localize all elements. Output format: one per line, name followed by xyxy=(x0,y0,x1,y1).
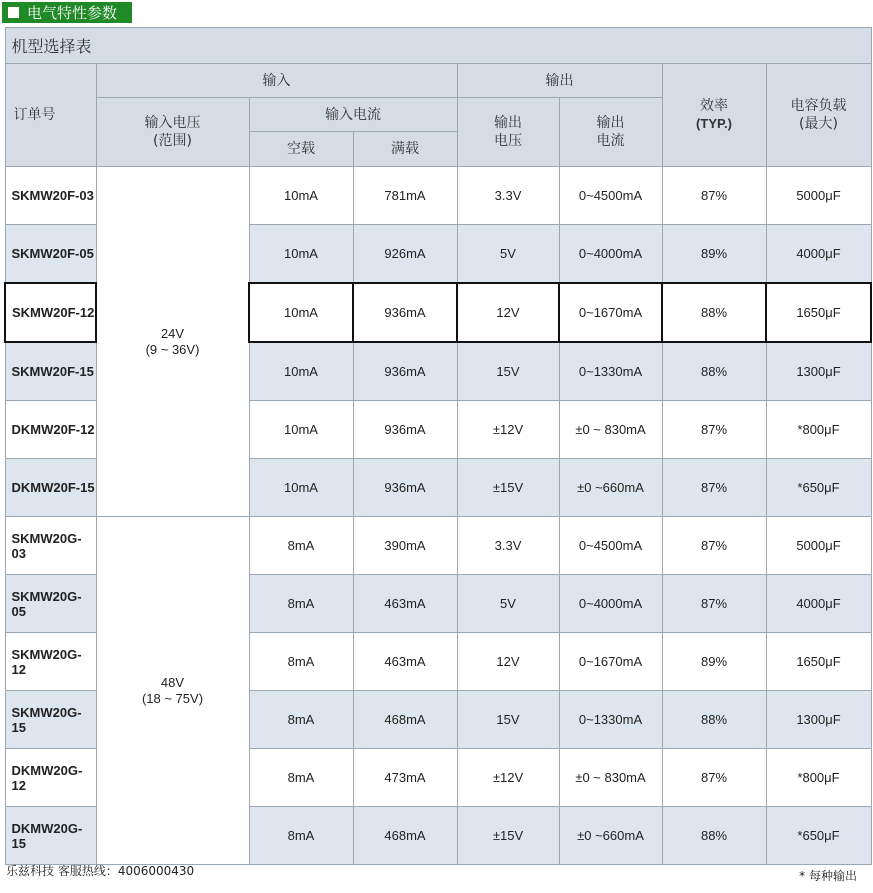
output-current-cell: ±0 ~660mA xyxy=(559,459,662,517)
full-load-cell: 390mA xyxy=(353,517,457,575)
efficiency-cell: 87% xyxy=(662,167,766,225)
capacitive-load-cell: 5000μF xyxy=(766,167,871,225)
output-voltage-cell: 3.3V xyxy=(457,517,559,575)
header-full-load: 满载 xyxy=(353,132,457,167)
square-icon xyxy=(8,7,19,18)
output-current-cell: ±0 ~660mA xyxy=(559,807,662,865)
output-current-cell: 0~1330mA xyxy=(559,342,662,401)
output-voltage-cell: 5V xyxy=(457,225,559,284)
capacitive-load-cell: *650μF xyxy=(766,459,871,517)
input-voltage-range: (9 ~ 36V) xyxy=(145,341,200,357)
header-efficiency-sub: (TYP.) xyxy=(696,116,732,131)
output-voltage-cell: 12V xyxy=(457,283,559,342)
full-load-cell: 781mA xyxy=(353,167,457,225)
no-load-cell: 8mA xyxy=(249,575,353,633)
model-cell: SKMW20G-05 xyxy=(5,575,96,633)
output-current-cell: 0~4000mA xyxy=(559,225,662,284)
model-selection-table xyxy=(4,27,872,865)
output-current-cell: 0~1330mA xyxy=(559,691,662,749)
output-voltage-cell: 3.3V xyxy=(457,167,559,225)
output-voltage-cell: ±12V xyxy=(457,749,559,807)
full-load-cell: 936mA xyxy=(353,459,457,517)
efficiency-cell: 89% xyxy=(662,633,766,691)
model-cell: SKMW20G-15 xyxy=(5,691,96,749)
input-voltage-range: (18 ~ 75V) xyxy=(141,690,204,706)
header-output-voltage-line2: 电压 xyxy=(494,133,522,149)
output-voltage-cell: ±15V xyxy=(457,459,559,517)
model-cell: SKMW20F-03 xyxy=(5,167,96,225)
model-cell: SKMW20G-12 xyxy=(5,633,96,691)
input-voltage-nominal: 48V xyxy=(160,674,185,690)
header-capacitive-load-label: 电容负载 xyxy=(790,98,847,114)
header-output-current xyxy=(559,98,662,167)
no-load-cell: 10mA xyxy=(249,342,353,401)
efficiency-cell: 88% xyxy=(662,691,766,749)
capacitive-load-cell: *800μF xyxy=(766,749,871,807)
capacitive-load-cell: *650μF xyxy=(766,807,871,865)
header-no-load: 空载 xyxy=(249,132,353,167)
header-efficiency-label: 效率 xyxy=(700,98,728,114)
capacitive-load-cell: 4000μF xyxy=(766,575,871,633)
no-load-cell: 8mA xyxy=(249,633,353,691)
input-voltage-cell xyxy=(96,517,249,865)
full-load-cell: 926mA xyxy=(353,225,457,284)
efficiency-cell: 87% xyxy=(662,575,766,633)
model-cell: DKMW20F-15 xyxy=(5,459,96,517)
output-current-cell: 0~1670mA xyxy=(559,283,662,342)
output-voltage-cell: 12V xyxy=(457,633,559,691)
full-load-cell: 936mA xyxy=(353,342,457,401)
table-title: 机型选择表 xyxy=(5,28,871,64)
no-load-cell: 10mA xyxy=(249,283,353,342)
full-load-cell: 463mA xyxy=(353,575,457,633)
model-cell: SKMW20F-15 xyxy=(5,342,96,401)
efficiency-cell: 88% xyxy=(662,807,766,865)
efficiency-cell: 87% xyxy=(662,459,766,517)
output-voltage-cell: 5V xyxy=(457,575,559,633)
efficiency-cell: 87% xyxy=(662,749,766,807)
output-current-cell: ±0 ~ 830mA xyxy=(559,401,662,459)
model-cell: DKMW20G-12 xyxy=(5,749,96,807)
full-load-cell: 468mA xyxy=(353,691,457,749)
full-load-cell: 463mA xyxy=(353,633,457,691)
output-current-cell: 0~4000mA xyxy=(559,575,662,633)
full-load-cell: 473mA xyxy=(353,749,457,807)
input-voltage-nominal: 24V xyxy=(160,325,185,341)
full-load-cell: 936mA xyxy=(353,401,457,459)
header-output-current-line1: 输出 xyxy=(596,115,625,131)
header-output: 输出 xyxy=(457,64,662,98)
efficiency-cell: 88% xyxy=(662,283,766,342)
efficiency-cell: 89% xyxy=(662,225,766,284)
output-current-cell: 0~1670mA xyxy=(559,633,662,691)
capacitive-load-cell: 1300μF xyxy=(766,691,871,749)
header-efficiency xyxy=(662,64,766,167)
output-current-cell: 0~4500mA xyxy=(559,517,662,575)
input-voltage-cell xyxy=(96,167,249,517)
output-current-cell: 0~4500mA xyxy=(559,167,662,225)
capacitive-load-cell: 1650μF xyxy=(766,633,871,691)
header-input-voltage-label: 输入电压 xyxy=(144,115,201,131)
header-output-voltage xyxy=(457,98,559,167)
no-load-cell: 8mA xyxy=(249,691,353,749)
output-current-cell: ±0 ~ 830mA xyxy=(559,749,662,807)
output-voltage-cell: ±15V xyxy=(457,807,559,865)
no-load-cell: 10mA xyxy=(249,167,353,225)
model-cell: SKMW20G-03 xyxy=(5,517,96,575)
capacitive-load-cell: *800μF xyxy=(766,401,871,459)
capacitive-load-cell: 5000μF xyxy=(766,517,871,575)
footer-note: * 每种输出 xyxy=(799,869,857,883)
table-row xyxy=(5,517,871,575)
model-cell: DKMW20G-15 xyxy=(5,807,96,865)
header-output-voltage-line1: 输出 xyxy=(494,115,522,131)
full-load-cell: 936mA xyxy=(353,283,457,342)
no-load-cell: 10mA xyxy=(249,459,353,517)
no-load-cell: 8mA xyxy=(249,517,353,575)
output-voltage-cell: 15V xyxy=(457,691,559,749)
header-output-current-line2: 电流 xyxy=(596,133,625,149)
capacitive-load-cell: 1300μF xyxy=(766,342,871,401)
capacitive-load-cell: 1650μF xyxy=(766,283,871,342)
efficiency-cell: 87% xyxy=(662,517,766,575)
table-row xyxy=(5,167,871,225)
header-order-number: 订单号 xyxy=(5,64,96,167)
header-capacitive-load xyxy=(766,64,871,167)
header-input-current: 输入电流 xyxy=(249,98,457,132)
efficiency-cell: 88% xyxy=(662,342,766,401)
output-voltage-cell: 15V xyxy=(457,342,559,401)
section-title: 电气特性参数 xyxy=(27,4,118,22)
header-input: 输入 xyxy=(96,64,457,98)
model-cell: SKMW20F-12 xyxy=(5,283,96,342)
model-cell: SKMW20F-05 xyxy=(5,225,96,284)
header-input-voltage xyxy=(96,98,249,167)
capacitive-load-cell: 4000μF xyxy=(766,225,871,284)
full-load-cell: 468mA xyxy=(353,807,457,865)
output-voltage-cell: ±12V xyxy=(457,401,559,459)
model-cell: DKMW20F-12 xyxy=(5,401,96,459)
no-load-cell: 8mA xyxy=(249,749,353,807)
no-load-cell: 8mA xyxy=(249,807,353,865)
no-load-cell: 10mA xyxy=(249,225,353,284)
section-title-tag xyxy=(2,2,132,23)
no-load-cell: 10mA xyxy=(249,401,353,459)
header-capacitive-load-sub: (最大) xyxy=(799,116,838,132)
header-input-voltage-sub: (范围) xyxy=(153,133,192,149)
footer-hotline: 乐兹科技 客服热线：4006000430 xyxy=(6,864,195,878)
efficiency-cell: 87% xyxy=(662,401,766,459)
